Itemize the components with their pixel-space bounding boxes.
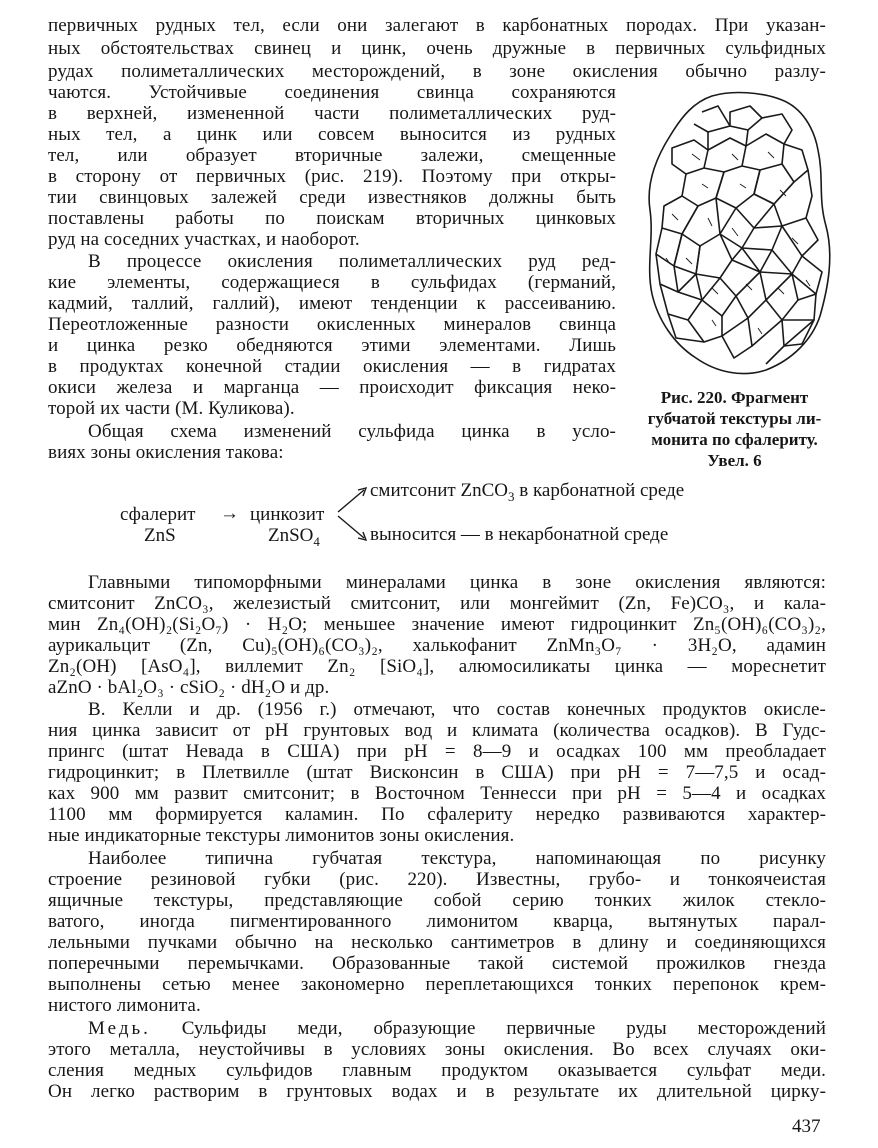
text-line: чаются. Устойчивые соединения свинца сохраняются [48, 82, 616, 103]
text-line: в продуктах конечной стадии окисления — в гидратах [48, 356, 616, 377]
figure-caption: Увел. 6 [707, 451, 762, 470]
figure-caption: монита по сфалериту. [651, 430, 818, 449]
text-line: Переотложенные разности окисленных минералов свинца [48, 314, 616, 335]
text-line: Главными типоморфными минералами цинка в зоне окисления являются: [88, 572, 826, 593]
text-line: ных обстоятельствах свинец и цинк, очень дружные в первичных сульфидных [48, 38, 826, 59]
text-line: Наиболее типична губчатая текстура, напоминающая по рисунку [88, 848, 826, 869]
removal-branch: выносится — в некарбонатной среде [370, 524, 669, 545]
zincosite-label: цинкозит [250, 504, 325, 525]
text-line: этого металла, неустойчивы в условиях зоны окисления. Во всех случаях оки- [48, 1039, 826, 1060]
sponge-texture-figure [642, 88, 838, 378]
text-line: сления медных сульфидов главным продуктом оказывается сульфат меди. [48, 1060, 826, 1081]
text-line: руд на соседних участках, и наоборот. [48, 229, 360, 250]
text-line: кадмий, таллий, галлий), имеют тенденции к рассеиванию. [48, 293, 616, 314]
text-line: ящичные текстуры, представляющие собой серию тонких жилок стекло- [48, 890, 826, 911]
text-line: аурикальцит (Zn, Cu)₅(OH)₆(CO₃)₂, халькофанит ZnMn₃O₇ · 3H₂O, адамин [48, 635, 826, 656]
text-line: в верхней, измененной части полиметаллических руд- [48, 103, 616, 124]
text-line: гидроцинкит; в Плетвилле (штат Висконсин в США) при pH = 7—7,5 и осад- [48, 762, 826, 783]
text-line: В процессе окисления полиметаллических руд ред- [88, 251, 616, 272]
text-line: 1100 мм формируется каламин. По сфалериту нередко развиваются характер- [48, 804, 826, 825]
text-line: тел, или образует вторичные залежи, смещенные [48, 145, 616, 166]
branch-arrows-icon [336, 482, 370, 546]
text-line: Zn₂(OH) [AsO₄], виллемит Zn₂ [SiO₄], алюмосиликаты цинка — мореснетит [48, 656, 826, 677]
text-line: мин Zn₄(OH)₂(Si₂O₇) · H₂O; меньшее значение имеют гидроцинкит Zn₅(OH)₆(CO₃)₂, [48, 614, 826, 635]
oxidation-scheme [108, 476, 788, 549]
text-line: смитсонит ZnCO₃, железистый смитсонит, или монгеймит (Zn, Fe)CO₃, и кала- [48, 593, 826, 614]
text-line: ные индикаторные текстуры лимонитов зоны окисления. [48, 825, 515, 846]
text-line: поперечными перемычками. Образованные такой системой прожилков гнезда [48, 953, 826, 974]
text-line: лельными пучками обычно на несколько сантиметров в длину и соединяющихся [48, 932, 826, 953]
text-line: aZnO · bAl₂O₃ · cSiO₂ · dH₂O и др. [48, 677, 330, 698]
text-line: тии свинцовых залежей среди известняков должны быть [48, 187, 616, 208]
page-number: 437 [792, 1116, 821, 1137]
text-line: В. Келли и др. (1956 г.) отмечают, что состав конечных продуктов окисле- [88, 699, 826, 720]
text-line: окиси железа и марганца — происходит фиксация неко- [48, 377, 616, 398]
text-line: ния цинка зависит от pH грунтовых вод и климата (количества осадков). В Гудс- [48, 720, 826, 741]
text-line: строение резиновой губки (рис. 220). Известны, грубо- и тонкоячеистая [48, 869, 826, 890]
text-line: виях зоны окисления такова: [48, 442, 284, 463]
sphalerite-formula: ZnS [144, 525, 176, 546]
copper-heading-line: Медь. Сульфиды меди, образующие первичные руды месторождений [88, 1018, 826, 1039]
text-line: Общая схема изменений сульфида цинка в усло- [88, 421, 616, 442]
section-heading-copper: Медь. [88, 1018, 151, 1039]
text-line: прингс (штат Невада в США) при pH = 8—9 и осадках 100 мм преобладает [48, 741, 826, 762]
text-line: ках 900 мм развит смитсонит; в Восточном Теннесси при pH = 5—4 и осадках [48, 783, 826, 804]
arrow-icon: → [220, 503, 239, 524]
zincosite-formula: ZnSO$_4$ [268, 525, 320, 549]
figure-caption: Рис. 220. Фрагмент [660, 388, 809, 407]
text-line: поставлены работы по поискам вторичных цинковых [48, 208, 616, 229]
text-line: нистого лимонита. [48, 995, 201, 1016]
text-line: ватого, иногда пигментированного лимонитом кварца, вытянутых парал- [48, 911, 826, 932]
text-line: торой их части (М. Куликова). [48, 398, 295, 419]
text-line: и цинка резко обедняются этими элементами. Лишь [48, 335, 616, 356]
sphalerite-label: сфалерит [120, 504, 196, 525]
text-line: ных тел, а цинк или совсем выносится из рудных [48, 124, 616, 145]
text-line: выполнены сетью менее закономерно переплетающихся тонких перепонок крем- [48, 974, 826, 995]
text-line: в сторону от первичных (рис. 219). Поэтому при откры- [48, 166, 616, 187]
text-line: первичных рудных тел, если они залегают в карбонатных породах. При указан- [48, 15, 826, 36]
smithsonite-branch: смитсонит ZnCO$_3$ в карбонатной среде [370, 480, 685, 504]
figure-caption: губчатой текстуры ли- [647, 409, 822, 428]
text-line: кие элементы, содержащиеся в сульфидах (германий, [48, 272, 616, 293]
text-line: Он легко растворим в грунтовых водах и в результате их длительной цирку- [48, 1081, 826, 1102]
text-line: рудах полиметаллических месторождений, в зоне окисления обычно разлу- [48, 61, 826, 82]
